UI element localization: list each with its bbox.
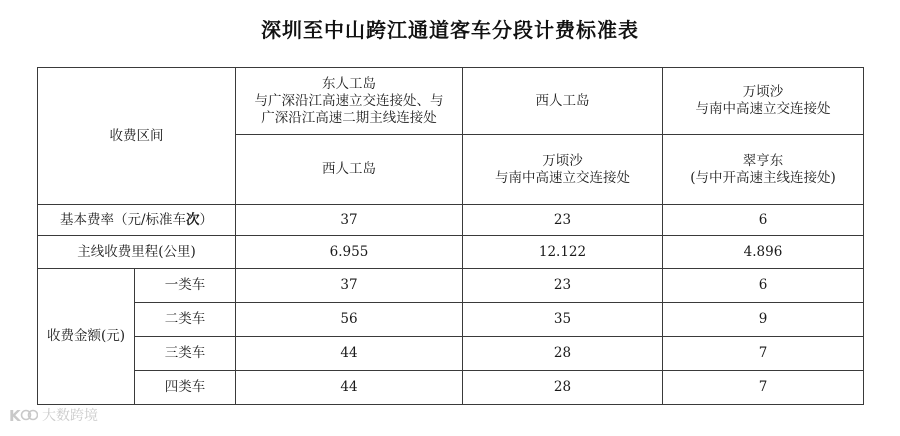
toll-value-4-2: 28	[463, 371, 663, 405]
toll-value-2-3: 9	[663, 303, 864, 337]
to-point-2-line-1: 万顷沙	[542, 152, 583, 169]
base-rate-label-suffix: ）	[199, 211, 214, 228]
watermark-logo-letter: K	[9, 407, 21, 425]
mileage-label: 主线收费里程(公里)	[38, 236, 236, 269]
base-rate-label-prefix: 基本费率（元/标准车	[59, 211, 187, 228]
interval-header: 收费区间	[38, 68, 236, 205]
watermark-logo-icon	[8, 405, 38, 425]
from-point-1-line-1: 东人工岛	[322, 75, 376, 92]
from-point-3-line-1: 万顷沙	[742, 84, 784, 100]
from-point-1-line-3: 广深沿江高速二期主线连接处	[261, 109, 437, 126]
toll-value-1-2: 23	[463, 269, 663, 303]
from-point-3-line-2: 与南中高速立交连接处	[695, 101, 831, 117]
toll-value-1-1: 37	[236, 269, 463, 303]
to-point-1	[236, 135, 463, 205]
vehicle-class-1: 一类车	[135, 269, 236, 303]
toll-value-3-1: 44	[236, 337, 463, 371]
watermark	[8, 405, 98, 425]
toll-value-3-2: 28	[463, 337, 663, 371]
base-rate-label	[38, 205, 236, 236]
base-rate-value-3: 6	[663, 205, 864, 236]
to-point-3-line-1: 翠亨东	[742, 152, 784, 169]
base-rate-row	[38, 205, 864, 236]
to-point-3	[663, 135, 864, 205]
mileage-row	[38, 236, 864, 269]
from-point-1	[236, 68, 463, 135]
vehicle-class-3: 三类车	[135, 337, 236, 371]
header-row-from	[38, 68, 864, 135]
toll-value-4-3: 7	[663, 371, 864, 405]
toll-value-1-3: 6	[663, 269, 864, 303]
vehicle-class-4: 四类车	[135, 371, 236, 405]
toll-row-1	[38, 269, 864, 303]
mileage-value-1: 6.955	[236, 236, 463, 269]
toll-value-2-2: 35	[463, 303, 663, 337]
watermark-text: 大数跨境	[42, 408, 98, 424]
toll-amount-label: 收费金额(元)	[38, 269, 135, 405]
mileage-value-2: 12.122	[463, 236, 663, 269]
from-point-3	[663, 68, 864, 135]
toll-value-3-3: 7	[663, 337, 864, 371]
from-point-2-line-1: 西人工岛	[535, 92, 590, 109]
from-point-1-line-2: 与广深沿江高速立交连接处、与	[254, 92, 444, 109]
fee-table	[37, 67, 864, 405]
to-point-2	[463, 135, 663, 205]
to-point-1-line-1: 西人工岛	[322, 161, 376, 177]
mileage-value-3: 4.896	[663, 236, 864, 269]
toll-value-4-1: 44	[236, 371, 463, 405]
to-point-3-line-2: (与中开高速主线连接处)	[690, 169, 836, 186]
toll-row-2	[38, 303, 864, 337]
toll-row-3	[38, 337, 864, 371]
base-rate-value-1: 37	[236, 205, 463, 236]
toll-row-4	[38, 371, 864, 405]
page-title: 深圳至中山跨江通道客车分段计费标准表	[261, 18, 639, 42]
base-rate-value-2: 23	[463, 205, 663, 236]
toll-value-2-1: 56	[236, 303, 463, 337]
to-point-2-line-2: 与南中高速立交连接处	[495, 169, 630, 186]
from-point-2	[463, 68, 663, 135]
vehicle-class-2: 二类车	[135, 303, 236, 337]
base-rate-label-bold: 次	[186, 211, 200, 228]
